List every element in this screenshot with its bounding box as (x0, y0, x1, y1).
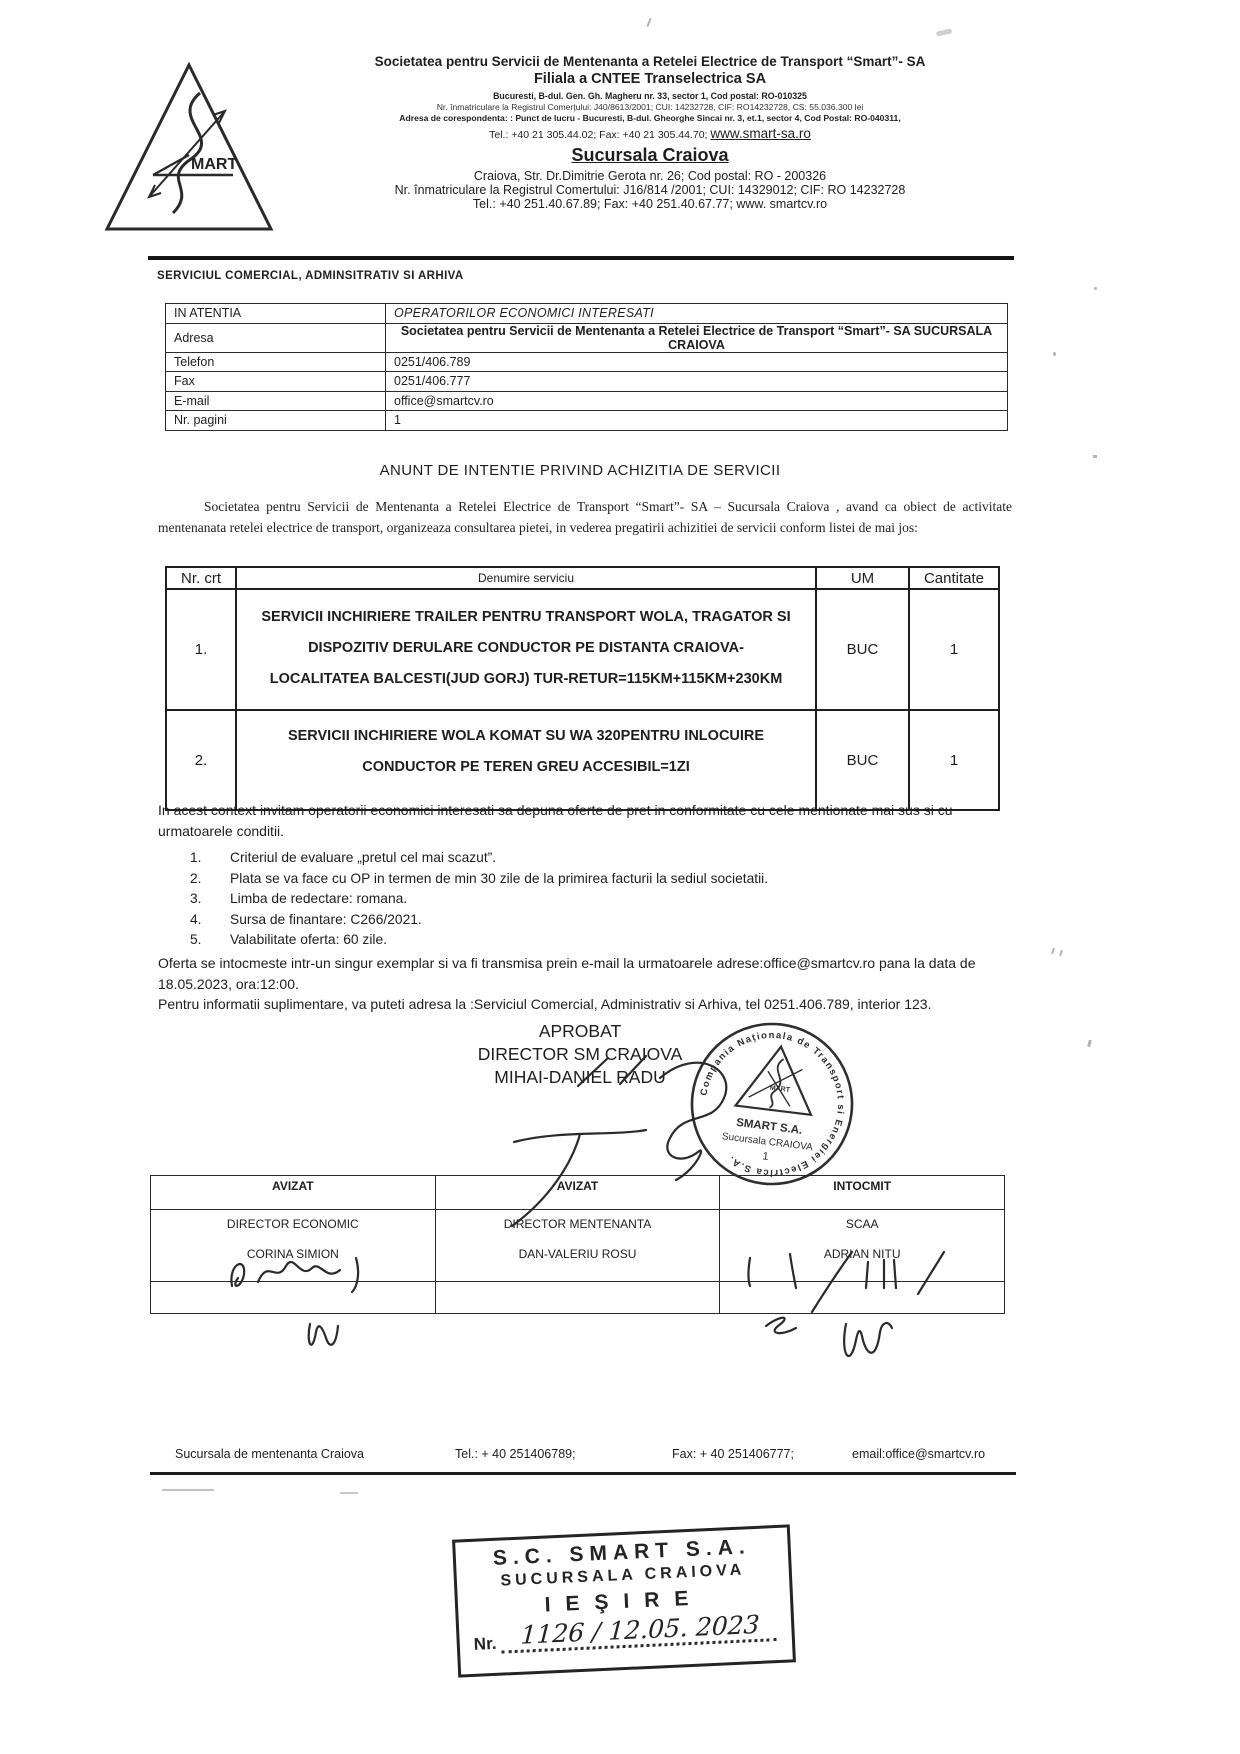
table-header-row (151, 1176, 1005, 1210)
footer-email: email:office@smartcv.ro (852, 1447, 986, 1461)
sig-col-header: INTOCMIT (720, 1176, 1005, 1210)
exit-stamp-nr-label: Nr. (473, 1633, 497, 1654)
condition-number: 3. (190, 891, 202, 906)
signature-adrian-nitu (852, 1246, 962, 1302)
offer-paragraph-2: Pentru informatii suplimentare, va puteti adresa la :Serviciul Comercial, Administrativ si Arhiva, tel 0251.406.789, interior 123. (158, 996, 932, 1012)
list-item (190, 912, 1030, 927)
condition-number: 2. (190, 870, 202, 886)
exit-stamp-company: S.C. SMART S.A. (492, 1535, 752, 1570)
condition-text: Plata se va face cu OP in termen de min 30 zile de la primirea facturii la sediul societatii. (230, 870, 769, 886)
empty-cell (435, 1282, 720, 1314)
company-telfax: Tel.: +40 21 305.44.02; Fax: +40 21 305.44.70; (489, 129, 711, 141)
scan-artifact (340, 1492, 358, 1494)
service-nr: 2. (166, 710, 236, 810)
service-line: CONDUCTOR PE TEREN GREU ACCESIBIL=1ZI (362, 759, 690, 775)
contact-value: OPERATORILOR ECONOMICI INTERESATI (386, 304, 1008, 324)
service-description (236, 589, 816, 710)
table-row (166, 372, 1008, 392)
contact-label: E-mail (166, 391, 386, 411)
handwritten-initials-left (296, 1318, 356, 1370)
context-paragraph: In acest context invitam operatorii economici interesati sa depuna oferte de pret in conformitate cu cele mentionate mai sus si cu urmatoarele conditii. (158, 802, 953, 839)
scan-artifact (162, 1489, 214, 1491)
list-item (190, 891, 1030, 906)
header-divider (148, 256, 1014, 260)
contact-table (165, 303, 1008, 431)
service-um: BUC (816, 710, 909, 810)
stamp-number: 1 (761, 1150, 770, 1163)
scan-artifact (646, 18, 651, 27)
branch-title: Sucursala Craiova (571, 145, 729, 165)
company-website-link: www.smart-sa.ro (710, 126, 811, 141)
exit-stamp-handwritten-number: 1126 / 12.05. 2023 (501, 1609, 778, 1654)
department-heading: SERVICIUL COMERCIAL, ADMINSITRATIV SI ARHIVA (157, 270, 464, 282)
scan-artifact (1087, 1040, 1092, 1048)
intro-paragraph: Societatea pentru Servicii de Mentenanta a Retelei Electrice de Transport “Smart”- SA – Sucursala Craiova , avand ca obiect de activitate mentenanata retelei electrice de transport, organizeaza consultarea pietei, in vederea pregatirii achizitiei de servicii conform listei de mai jos: (158, 499, 1012, 535)
scan-artifact (1059, 950, 1063, 956)
exit-stamp-branch: SUCURSALA CRAIOVA (500, 1561, 746, 1590)
signatory-name: ADRIAN NITU (823, 1247, 901, 1261)
service-description (236, 710, 816, 810)
branch-address: Craiova, Str. Dr.Dimitrie Gerota nr. 26; Cod postal: RO - 200326 (473, 169, 827, 183)
company-registration: Nr. înmatriculare la Registrul Comerțului: J40/8613/2001; CUI: 14232728, CIF: RO14232728, CS: 55.036.300 lei (436, 102, 864, 112)
company-affiliation: Filiala a CNTEE Transelectrica SA (533, 71, 767, 87)
approver-title: DIRECTOR SM CRAIOVA (477, 1044, 683, 1064)
condition-text: Sursa de finantare: C266/2021. (230, 911, 422, 927)
col-header-denumire: Denumire serviciu (236, 567, 816, 589)
col-header-nr: Nr. crt (166, 567, 236, 589)
scan-artifact (1051, 948, 1055, 954)
exit-stamp-type: IEŞIRE (544, 1586, 704, 1617)
branch-telfax: Tel.: +40 251.40.67.89; Fax: +40 251.40.67.77; www. smartcv.ro (472, 197, 828, 211)
company-correspondence: Adresa de corespondenta: : Punct de lucru - Bucuresti, B-dul. Gheorghe Sincai nr. 3, et.1, sector 4, Cod Postal: RO-040311, (399, 113, 901, 123)
table-row (166, 352, 1008, 372)
company-address: Bucuresti, B-dul. Gen. Gh. Magheru nr. 33, sector 1, Cod postal: RO-010325 (493, 91, 807, 101)
contact-value: office@smartcv.ro (386, 391, 1008, 411)
list-item (190, 850, 1030, 865)
exit-registry-stamp (452, 1524, 796, 1677)
offer-paragraph-1: Oferta se intocmeste intr-un singur exemplar si va fi transmisa prein e-mail la urmatoarele adrese:office@smartcv.ro pana la data de 18.05.2023, ora:12:00. (158, 955, 976, 993)
condition-text: Criteriul de evaluare „pretul cel mai scazut”. (230, 850, 497, 865)
service-line: LOCALITATEA BALCESTI(JUD GORJ) TUR-RETUR=115KM+115KM+230KM (269, 671, 783, 687)
list-item (190, 932, 1030, 947)
stamp-branch: Sucursala CRAIOVA (721, 1131, 814, 1154)
contact-label: Adresa (166, 323, 386, 352)
company-name: Societatea pentru Servicii de Mentenanta a Retelei Electrice de Transport “Smart”- SA (374, 54, 926, 69)
letterhead (285, 54, 1015, 211)
footer-fax: Fax: + 40 251406777; (672, 1447, 794, 1461)
approval-status: APROBAT (538, 1021, 622, 1041)
table-row (166, 391, 1008, 411)
service-qty: 1 (909, 710, 999, 810)
service-um: BUC (816, 589, 909, 710)
stamp-company: SMART S.A. (735, 1116, 803, 1137)
scan-artifact (936, 28, 953, 36)
services-table (165, 566, 1000, 811)
table-row (166, 304, 1008, 324)
table-header-row (166, 567, 999, 589)
footer-branch: Sucursala de mentenanta Craiova (175, 1447, 365, 1461)
company-phone-line (285, 126, 1015, 141)
signatory-cell (435, 1210, 720, 1282)
sig-col-header: AVIZAT (435, 1176, 720, 1210)
signature-corina-simion (222, 1246, 392, 1302)
service-line: DISPOZITIV DERULARE CONDUCTOR PE DISTANTA CRAIOVA- (308, 640, 744, 656)
scan-artifact (1053, 352, 1056, 356)
contact-label: Nr. pagini (166, 411, 386, 431)
service-qty: 1 (909, 589, 999, 710)
condition-number: 5. (190, 932, 202, 947)
service-nr: 1. (166, 589, 236, 710)
contact-value: Societatea pentru Servicii de Mentenanta a Retelei Electrice de Transport “Smart”- SA SUCURSALA CRAIOVA (386, 323, 1008, 352)
condition-text: Limba de redectare: romana. (230, 891, 408, 906)
list-item (190, 871, 1030, 886)
sig-col-header: AVIZAT (151, 1176, 436, 1210)
stamp-triangle-label: MART (769, 1084, 791, 1095)
conditions-list (190, 850, 1030, 953)
contact-label: Fax (166, 372, 386, 392)
contact-value: 0251/406.789 (386, 352, 1008, 372)
signatory-name: DAN-VALERIU ROSU (518, 1247, 637, 1261)
logo-mart-text: MART (191, 156, 238, 173)
table-row (166, 710, 999, 810)
branch-registration: Nr. înmatriculare la Registrul Comertului: J16/814 /2001; CUI: 14329012; CIF: RO 14232728 (394, 183, 906, 197)
contact-label: IN ATENTIA (166, 304, 386, 324)
col-header-um: UM (816, 567, 909, 589)
col-header-cantitate: Cantitate (909, 567, 999, 589)
condition-number: 1. (190, 850, 202, 865)
signatory-role: DIRECTOR MENTENANTA (503, 1217, 652, 1231)
contact-label: Telefon (166, 352, 386, 372)
stamp-ring-text: Compania Naționala de Transport si Energiei Electrica S.A. (698, 1029, 847, 1179)
footer-divider (150, 1472, 1016, 1475)
signatory-name: CORINA SIMION (246, 1247, 339, 1261)
service-line: SERVICII INCHIRIERE WOLA KOMAT SU WA 320PENTRU INLOCUIRE (287, 728, 765, 744)
service-line: SERVICII INCHIRIERE TRAILER PENTRU TRANSPORT WOLA, TRAGATOR SI (261, 609, 791, 625)
condition-text: Valabilitate oferta: 60 zile. (230, 932, 387, 947)
table-row (166, 411, 1008, 431)
scan-artifact (1094, 287, 1097, 290)
signatory-role: DIRECTOR ECONOMIC (226, 1217, 359, 1231)
condition-number: 4. (190, 911, 202, 927)
footer-tel: Tel.: + 40 251406789; (455, 1447, 576, 1461)
table-row (166, 589, 999, 710)
approver-name: MIHAI-DANIEL RADU (494, 1067, 666, 1087)
smart-triangle-logo (103, 57, 275, 237)
scan-artifact (1093, 455, 1097, 458)
signatory-role: SCAA (845, 1217, 879, 1231)
contact-value: 0251/406.777 (386, 372, 1008, 392)
contact-value: 1 (386, 411, 1008, 431)
table-row (166, 323, 1008, 352)
handwritten-initials-right (834, 1318, 918, 1382)
page-title: ANUNT DE INTENTIE PRIVIND ACHIZITIA DE SERVICII (379, 462, 781, 479)
